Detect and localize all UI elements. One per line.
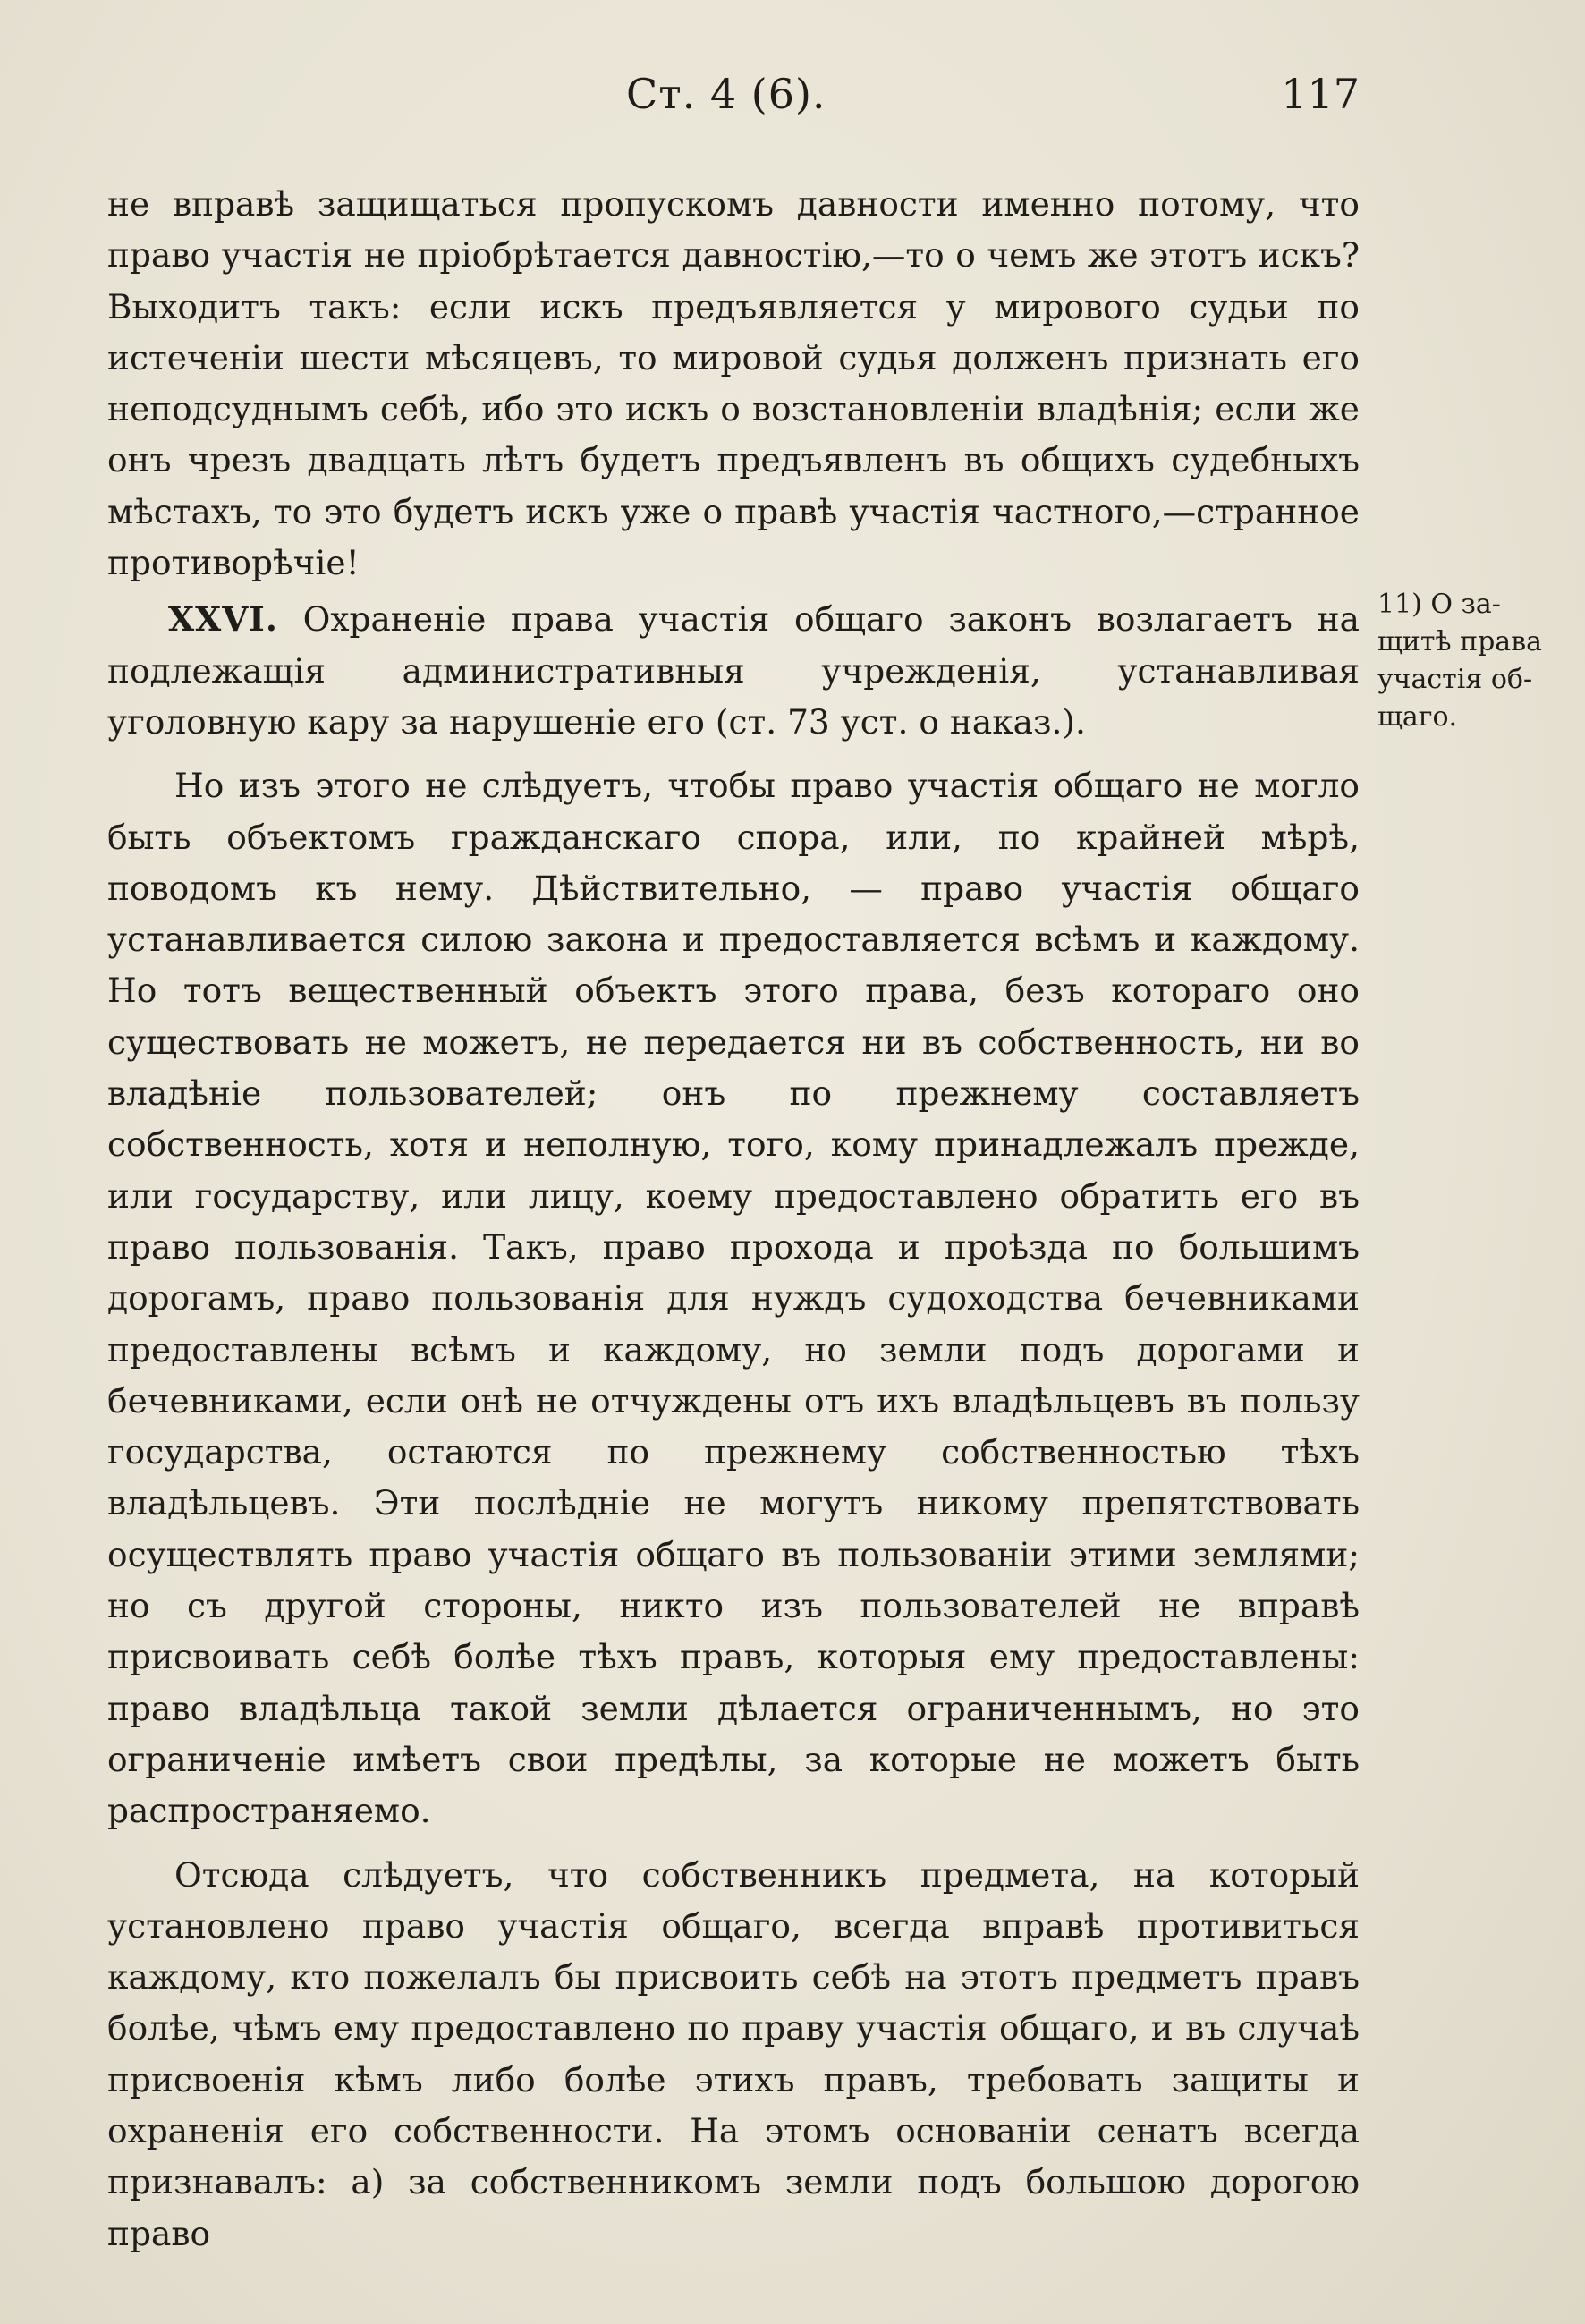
running-head xyxy=(107,70,1360,132)
paragraph-2 xyxy=(107,594,1360,748)
page-number: 117 xyxy=(1281,70,1360,118)
margin-note-line-2: щитѣ права xyxy=(1377,626,1542,657)
margin-note-line-3: участія об- xyxy=(1377,664,1533,695)
body-text xyxy=(107,179,1360,2260)
paragraph-3: Но изъ этого не слѣдуетъ, чтобы право участія общаго не могло быть объектомъ гражданскаго спора, или, по крайней мѣрѣ, поводомъ къ нему. Дѣйствительно, — право участія общаго устанавливается силою закона и предоставляется всѣмъ и каждому. Но тотъ вещественный объектъ этого права, безъ котораго оно существовать не можетъ, не передается ни въ собственность, ни во владѣніе пользователей; онъ по прежнему составляетъ собственность, хотя и неполную, того, кому принадлежалъ прежде, или государству, или лицу, коему предоставлено обратить его въ право пользованія. Такъ, право прохода и проѣзда по большимъ дорогамъ, право пользованія для нуждъ судоходства бечевниками предоставлены всѣмъ и каждому, но земли подъ дорогами и бечевниками, если онѣ не отчуждены отъ ихъ владѣльцевъ въ пользу государства, остаются по прежнему собственностью тѣхъ владѣльцевъ. Эти послѣдніе не могутъ никому препятствовать осуществлять право участія общаго въ пользованіи этими землями; но съ другой стороны, никто изъ пользователей не вправѣ присвоивать себѣ болѣе тѣхъ правъ, которыя ему предоставлены: право владѣльца такой земли дѣлается ограниченнымъ, но это ограниченіе имѣетъ свои предѣлы, за которые не можетъ быть распространяемо. xyxy=(107,766,1360,1831)
margin-note-line-4: щаго. xyxy=(1377,701,1458,733)
running-title: Ст. 4 (6). xyxy=(626,70,826,118)
section-number: XXVI. xyxy=(168,599,278,640)
margin-note-line-1: 11) О за- xyxy=(1377,589,1501,620)
paragraph-1: не вправѣ защищаться пропускомъ давности именно потому, что право участія не пріобрѣтается давностію,—то о чемъ же этотъ искъ? Выходитъ такъ: если искъ предъявляется у мирового судьи по истеченіи шести мѣсяцевъ, то мировой судья долженъ признать его неподсуднымъ себѣ, ибо это искъ о возстановленіи владѣнія; если же онъ чрезъ двадцать лѣтъ будетъ предъявленъ въ общихъ судебныхъ мѣстахъ, то это будетъ искъ уже о правѣ участія частного,—странное противорѣчіе! xyxy=(107,184,1360,583)
paragraph-4: Отсюда слѣдуетъ, что собственникъ предмета, на который установлено право участія общаго, всегда вправѣ противиться каждому, кто пожелалъ бы присвоить себѣ на этотъ предметъ правъ болѣе, чѣмъ ему предоставлено по праву участія общаго, и въ случаѣ присвоенія кѣмъ либо болѣе этихъ правъ, требовать защиты и охраненія его собственности. На этомъ основаніи сенатъ всегда признавалъ: а) за собственникомъ земли подъ большою дорогою право xyxy=(107,1854,1360,2253)
margin-note xyxy=(1377,586,1570,736)
paragraph-2-text: Охраненіе права участія общаго законъ возлагаетъ на подлежащія административныя учрежденія, устанавливая уголовную кару за нарушеніе его (ст. 73 уст. о наказ.). xyxy=(107,599,1360,742)
